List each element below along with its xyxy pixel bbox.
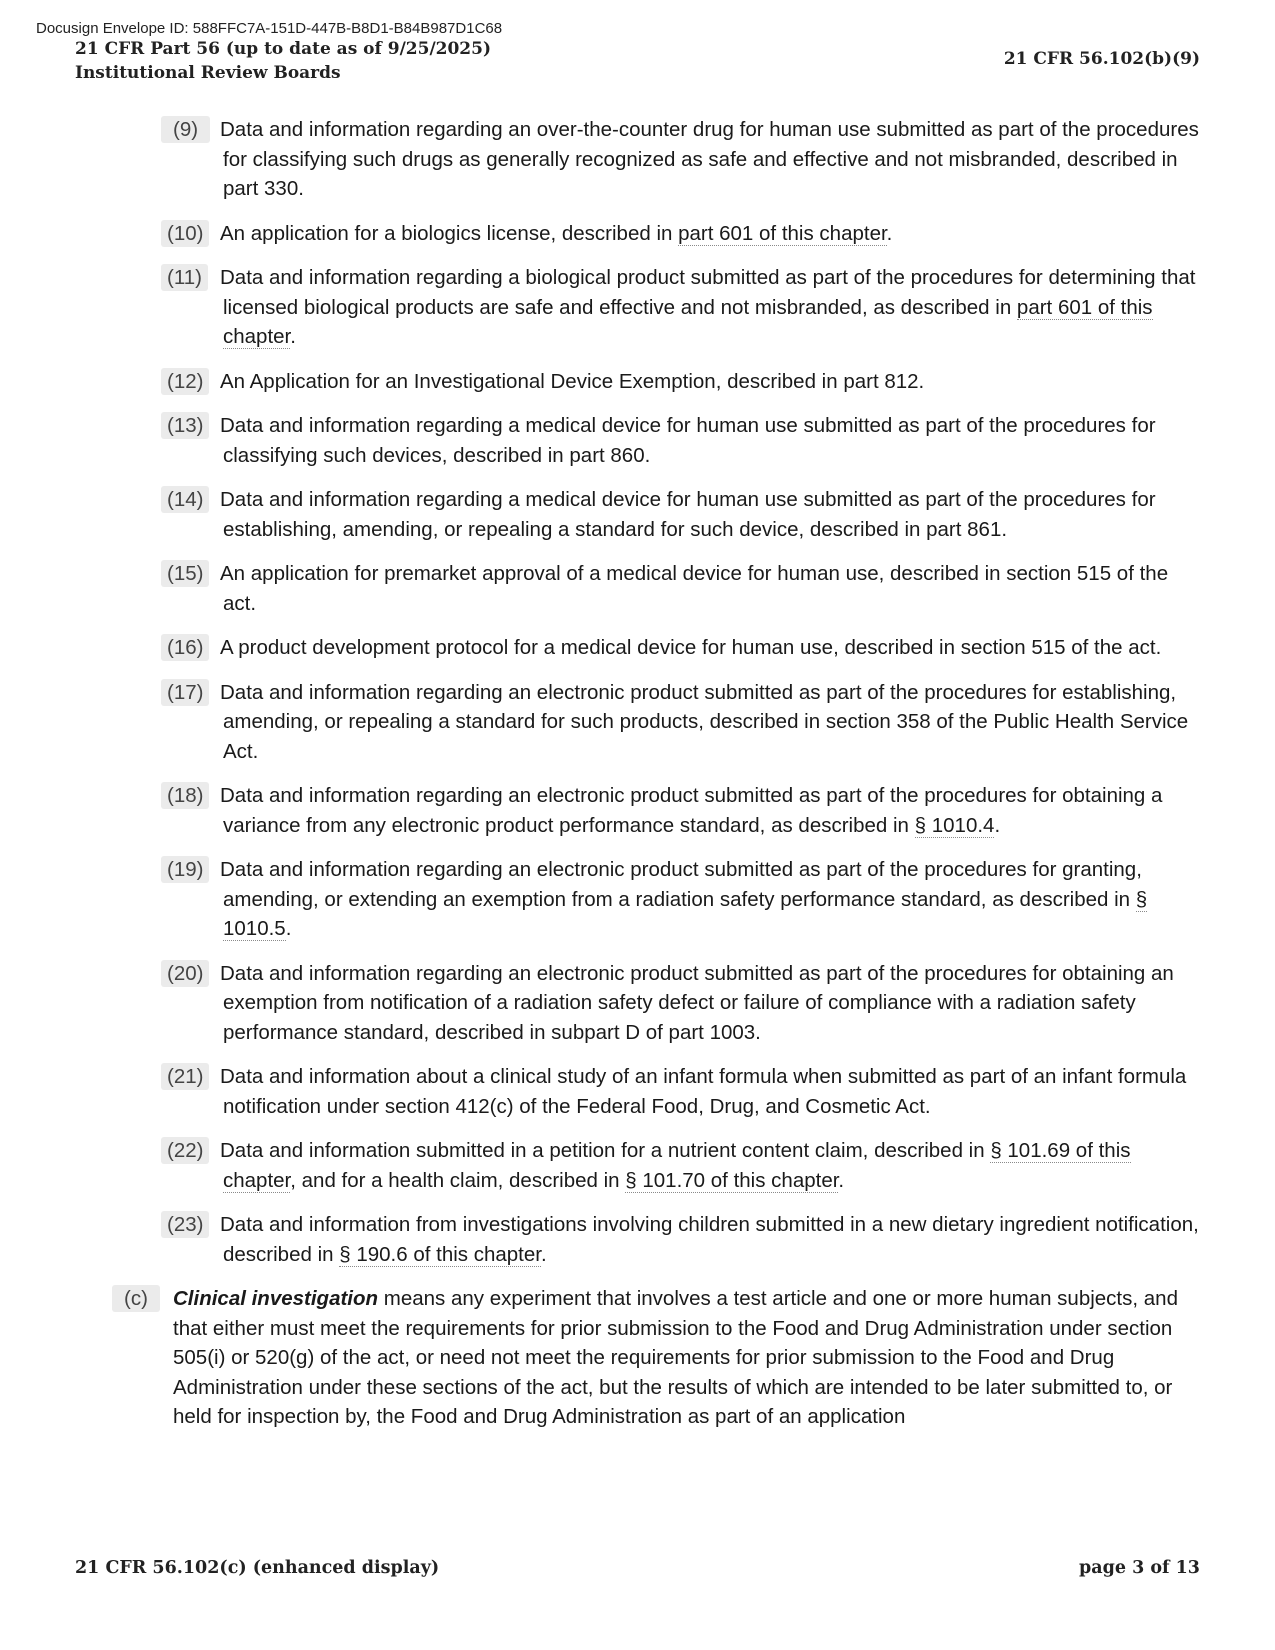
- envelope-id: Docusign Envelope ID: 588FFC7A-151D-447B-B8D1-B84B987D1C68: [36, 20, 503, 37]
- paragraph-text: An application for premarket approval of a medical device for human use, described in section 515 of the act.: [220, 562, 1169, 615]
- paragraph-text: .: [994, 813, 1001, 837]
- paragraph-number: (21): [161, 1063, 209, 1090]
- paragraph-text: Data and information regarding an electronic product submitted as part of the procedures for obtaining an exemption from notification of a radiation safety defect or failure of compliance with a radiation safety performance standard, described in subpart D of part 1003.: [220, 961, 1174, 1044]
- paragraph-number: (19): [161, 856, 209, 883]
- paragraph-23: [0, 1210, 1275, 1269]
- paragraph-text: Data and information regarding a medical device for human use submitted as part of the procedures for classifying such devices, described in part 860.: [220, 414, 1156, 467]
- paragraph-number: (18): [161, 782, 209, 809]
- paragraph-c: [0, 1284, 1275, 1432]
- paragraph-number: (14): [161, 486, 209, 513]
- paragraph-text: .: [285, 917, 292, 940]
- section-101-69-link[interactable]: § 101.69 of this chapter: [223, 1139, 1131, 1192]
- defined-term: Clinical investigation: [173, 1287, 379, 1310]
- paragraph-number: (23): [161, 1211, 209, 1238]
- footer-citation: 21 CFR 56.102(c) (enhanced display): [75, 1558, 440, 1578]
- header-citation: 21 CFR 56.102(b)(9): [1003, 49, 1200, 69]
- paragraph-text: , and for a health claim, described in: [290, 1168, 626, 1192]
- paragraph-13: [0, 411, 1275, 470]
- part-601-link[interactable]: part 601 of this chapter: [678, 221, 887, 245]
- regulation-body: [0, 115, 1275, 1447]
- paragraph-text: Data and information from investigations involving children submitted in a new dietary ingredient notification, described in: [220, 1213, 1199, 1266]
- page-number: page 3 of 13: [1079, 1558, 1200, 1578]
- section-101-70-link[interactable]: § 101.70 of this chapter: [625, 1168, 839, 1192]
- paragraph-14: [0, 485, 1275, 544]
- paragraph-text: Data and information regarding an over-the-counter drug for human use submitted as part of the procedures for classifying such drugs as generally recognized as safe and effective and not misbranded, described in part 330.: [220, 118, 1199, 200]
- paragraph-text: A product development protocol for a medical device for human use, described in section 515 of the act.: [220, 636, 1162, 659]
- section-1010-4-link[interactable]: § 1010.4: [914, 813, 995, 837]
- paragraph-text: .: [290, 325, 296, 348]
- paragraph-number: (11): [161, 264, 208, 291]
- paragraph-number: (16): [161, 634, 209, 661]
- paragraph-text: An Application for an Investigational Device Exemption, described in part 812.: [220, 369, 925, 393]
- paragraph-20: [0, 959, 1275, 1048]
- paragraph-text: Data and information regarding an electronic product submitted as part of the procedures for establishing, amending, or repealing a standard for such products, described in section 358 of the Public Health Service Act.: [220, 680, 1189, 763]
- paragraph-text: Data and information about a clinical study of an infant formula when submitted as part of an infant formula notification under section 412(c) of the Federal Food, Drug, and Cosmetic Act.: [220, 1065, 1187, 1118]
- paragraph-number: (9): [161, 116, 210, 143]
- paragraph-12: [0, 367, 1275, 397]
- paragraph-16: [0, 633, 1275, 663]
- section-190-6-link[interactable]: § 190.6 of this chapter: [339, 1242, 541, 1266]
- paragraph-text: Data and information regarding an electronic product submitted as part of the procedures for obtaining a variance from any electronic product performance standard, as described in: [220, 784, 1163, 837]
- paragraph-text: .: [886, 221, 893, 245]
- paragraph-number: (13): [161, 412, 209, 439]
- paragraph-number: (c): [112, 1285, 160, 1312]
- paragraph-number: (20): [161, 960, 209, 987]
- paragraph-21: [0, 1062, 1275, 1121]
- part-601-link[interactable]: part 601 of this chapter: [223, 295, 1153, 348]
- paragraph-text: An application for a biologics license, described in: [220, 221, 679, 245]
- paragraph-number: (17): [161, 679, 209, 706]
- paragraph-9: [0, 115, 1275, 204]
- paragraph-text: Data and information regarding a medical device for human use submitted as part of the procedures for establishing, amending, or repealing a standard for such device, described in part 861.: [220, 488, 1156, 541]
- document-header: [75, 37, 491, 85]
- paragraph-text: Data and information regarding an electronic product submitted as part of the procedures for granting, amending, or extending an exemption from a radiation safety performance standard, as described in: [220, 858, 1142, 911]
- header-subtitle: Institutional Review Boards: [75, 63, 341, 83]
- header-title: 21 CFR Part 56 (up to date as of 9/25/2025): [75, 39, 492, 59]
- paragraph-11: [0, 263, 1275, 352]
- paragraph-text: means any experiment that involves a test article and one or more human subjects, and that either must meet the requirements for prior submission to the Food and Drug Administration under section 505(i) or 520(g) of the act, or need not meet the requirements for prior submission to the Food and Drug Administration under these sections of the act, but the results of which are intended to be later submitted to, or held for inspection by, the Food and Drug Administration as part of an application: [173, 1287, 1178, 1428]
- paragraph-text: .: [540, 1242, 547, 1266]
- paragraph-10: [0, 219, 1275, 249]
- paragraph-number: (15): [161, 560, 209, 587]
- paragraph-number: (10): [161, 220, 209, 247]
- section-1010-5-link[interactable]: § 1010.5: [223, 887, 1148, 940]
- paragraph-17: [0, 678, 1275, 767]
- paragraph-text: Data and information submitted in a petition for a nutrient content claim, described in: [220, 1139, 991, 1162]
- paragraph-number: (12): [161, 368, 209, 395]
- paragraph-19: [0, 855, 1275, 944]
- paragraph-15: [0, 559, 1275, 618]
- paragraph-text: .: [838, 1168, 845, 1192]
- paragraph-number: (22): [161, 1137, 209, 1164]
- paragraph-22: [0, 1136, 1275, 1195]
- paragraph-text: Data and information regarding a biological product submitted as part of the procedures for determining that licensed biological products are safe and effective and not misbranded, as described in: [220, 266, 1196, 319]
- paragraph-18: [0, 781, 1275, 840]
